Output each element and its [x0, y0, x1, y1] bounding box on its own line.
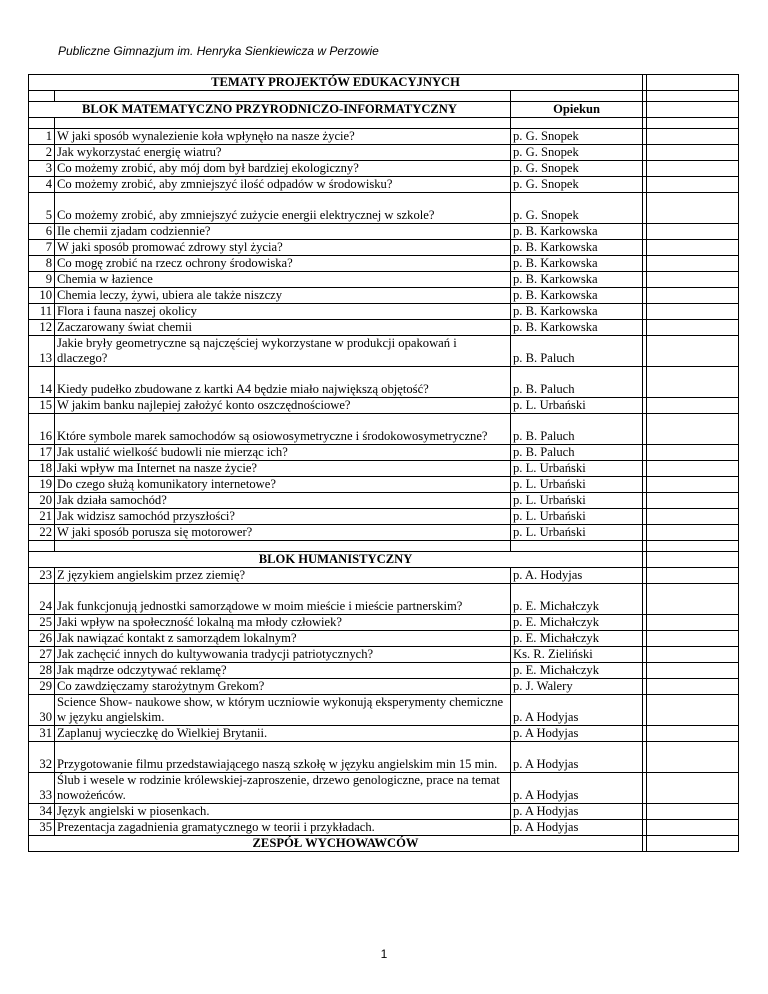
project-topic: Jak ustalić wielkość budowli nie mierząc ich? [55, 445, 511, 461]
project-tutor: p. L. Urbański [511, 398, 643, 414]
project-topic: Jaki wpływ ma Internet na nasze życie? [55, 461, 511, 477]
project-topic: Jakie bryły geometryczne są najczęściej wykorzystane w produkcji opakowań i dlaczego? [55, 336, 511, 367]
table-row [29, 272, 739, 288]
row-number: 31 [29, 726, 55, 742]
project-tutor: p. A Hodyjas [511, 804, 643, 820]
project-tutor: p. L. Urbański [511, 477, 643, 493]
row-number: 23 [29, 568, 55, 584]
project-topic: Ile chemii zjadam codziennie? [55, 224, 511, 240]
table-row [29, 336, 739, 367]
project-tutor: p. B. Karkowska [511, 272, 643, 288]
row-number: 8 [29, 256, 55, 272]
project-topic: Chemia leczy, żywi, ubiera ale także niszczy [55, 288, 511, 304]
project-topic: W jaki sposób porusza się motorower? [55, 525, 511, 541]
block2-title [29, 552, 739, 568]
table-row [29, 193, 739, 224]
project-topic: Jak mądrze odczytywać reklamę? [55, 663, 511, 679]
table-row [29, 726, 739, 742]
table-row [29, 773, 739, 804]
row-number: 33 [29, 773, 55, 804]
project-tutor: p. L. Urbański [511, 509, 643, 525]
block3-title-text: ZESPÓŁ WYCHOWAWCÓW [29, 836, 643, 852]
row-number: 14 [29, 367, 55, 398]
project-topic: Zaplanuj wycieczkę do Wielkiej Brytanii. [55, 726, 511, 742]
row-number: 34 [29, 804, 55, 820]
project-topic: Zaczarowany świat chemii [55, 320, 511, 336]
project-topic: Co możemy zrobić, aby mój dom był bardziej ekologiczny? [55, 161, 511, 177]
project-topic: Jak funkcjonują jednostki samorządowe w moim mieście i mieście partnerskim? [55, 584, 511, 615]
table-row [29, 493, 739, 509]
row-number: 15 [29, 398, 55, 414]
project-tutor: p. L. Urbański [511, 461, 643, 477]
table-row [29, 129, 739, 145]
project-topic: Co możemy zrobić, aby zmniejszyć ilość odpadów w środowisku? [55, 177, 511, 193]
table-row [29, 445, 739, 461]
project-topic: Przygotowanie filmu przedstawiającego naszą szkołę w języku angielskim min 15 min. [55, 742, 511, 773]
project-topic: W jakim banku najlepiej założyć konto oszczędnościowe? [55, 398, 511, 414]
project-topic: Co możemy zrobić, aby zmniejszyć zużycie energii elektrycznej w szkole? [55, 193, 511, 224]
project-topic: Jaki wpływ na społeczność lokalną ma młody człowiek? [55, 615, 511, 631]
project-tutor: p. A Hodyjas [511, 742, 643, 773]
spacer-row [29, 91, 739, 102]
row-number: 21 [29, 509, 55, 525]
row-number: 27 [29, 647, 55, 663]
project-topic: Jak nawiązać kontakt z samorządem lokalnym? [55, 631, 511, 647]
table-row [29, 820, 739, 836]
row-number: 28 [29, 663, 55, 679]
project-topic: Jak wykorzystać energię wiatru? [55, 145, 511, 161]
row-number: 4 [29, 177, 55, 193]
project-tutor: p. L. Urbański [511, 525, 643, 541]
block1-title [29, 102, 739, 118]
block3-title [29, 836, 739, 852]
table-row [29, 145, 739, 161]
table-row [29, 477, 739, 493]
project-topic: Science Show- naukowe show, w którym uczniowie wykonują eksperymenty chemiczne w języku angielskim. [55, 695, 511, 726]
project-tutor: p. G. Snopek [511, 145, 643, 161]
doc-title [29, 75, 739, 91]
table-row [29, 584, 739, 615]
table-row [29, 631, 739, 647]
project-tutor: p. G. Snopek [511, 129, 643, 145]
table-row [29, 568, 739, 584]
block1-title-text: BLOK MATEMATYCZNO PRZYRODNICZO-INFORMATYCZNY [29, 102, 511, 118]
row-number: 18 [29, 461, 55, 477]
row-number: 1 [29, 129, 55, 145]
project-tutor: p. B. Karkowska [511, 320, 643, 336]
table-row [29, 695, 739, 726]
project-tutor: p. G. Snopek [511, 161, 643, 177]
table-row [29, 414, 739, 445]
project-tutor: p. G. Snopek [511, 193, 643, 224]
row-number: 24 [29, 584, 55, 615]
table-row [29, 224, 739, 240]
project-tutor: p. B. Karkowska [511, 240, 643, 256]
project-tutor: p. B. Karkowska [511, 224, 643, 240]
project-tutor: p. A Hodyjas [511, 820, 643, 836]
project-tutor: p. B. Karkowska [511, 256, 643, 272]
row-number: 17 [29, 445, 55, 461]
row-number: 16 [29, 414, 55, 445]
projects-table [28, 74, 739, 852]
table-row [29, 509, 739, 525]
table-row [29, 398, 739, 414]
project-topic: W jaki sposób wynalezienie koła wpłynęło na nasze życie? [55, 129, 511, 145]
table-row [29, 461, 739, 477]
row-number: 19 [29, 477, 55, 493]
project-topic: Co zawdzięczamy starożytnym Grekom? [55, 679, 511, 695]
table-row [29, 177, 739, 193]
project-tutor: p. E. Michałczyk [511, 631, 643, 647]
table-row [29, 663, 739, 679]
project-topic: Jak widzisz samochód przyszłości? [55, 509, 511, 525]
project-tutor: p. B. Paluch [511, 367, 643, 398]
doc-title-text: TEMATY PROJEKTÓW EDUKACYJNYCH [29, 75, 643, 91]
table-row [29, 320, 739, 336]
table-row [29, 304, 739, 320]
table-row [29, 256, 739, 272]
project-tutor: p. A Hodyjas [511, 695, 643, 726]
project-topic: Język angielski w piosenkach. [55, 804, 511, 820]
project-topic: Chemia w łazience [55, 272, 511, 288]
project-tutor: p. B. Paluch [511, 414, 643, 445]
row-number: 5 [29, 193, 55, 224]
project-tutor: p. E. Michałczyk [511, 663, 643, 679]
page-header: Publiczne Gimnazjum im. Henryka Sienkiewicza w Perzowie [58, 44, 379, 58]
block2-title-text: BLOK HUMANISTYCZNY [29, 552, 643, 568]
project-topic: W jaki sposób promować zdrowy styl życia? [55, 240, 511, 256]
row-number: 2 [29, 145, 55, 161]
row-number: 20 [29, 493, 55, 509]
project-topic: Jak zachęcić innych do kultywowania tradycji patriotycznych? [55, 647, 511, 663]
project-topic: Flora i fauna naszej okolicy [55, 304, 511, 320]
row-number: 26 [29, 631, 55, 647]
table-row [29, 679, 739, 695]
row-number: 30 [29, 695, 55, 726]
project-topic: Jak działa samochód? [55, 493, 511, 509]
row-number: 29 [29, 679, 55, 695]
table-row [29, 742, 739, 773]
table-row [29, 804, 739, 820]
project-tutor: p. E. Michałczyk [511, 584, 643, 615]
table-row [29, 615, 739, 631]
table-row [29, 240, 739, 256]
project-tutor: Ks. R. Zieliński [511, 647, 643, 663]
project-tutor: p. B. Paluch [511, 336, 643, 367]
spacer-row [29, 541, 739, 552]
project-topic: Do czego służą komunikatory internetowe? [55, 477, 511, 493]
row-number: 22 [29, 525, 55, 541]
table-row [29, 161, 739, 177]
row-number: 6 [29, 224, 55, 240]
row-number: 10 [29, 288, 55, 304]
row-number: 25 [29, 615, 55, 631]
project-tutor: p. E. Michałczyk [511, 615, 643, 631]
row-number: 9 [29, 272, 55, 288]
row-number: 7 [29, 240, 55, 256]
project-topic: Kiedy pudełko zbudowane z kartki A4 będzie miało największą objętość? [55, 367, 511, 398]
table-row [29, 647, 739, 663]
row-number: 11 [29, 304, 55, 320]
row-number: 35 [29, 820, 55, 836]
row-number: 13 [29, 336, 55, 367]
project-tutor: p. A. Hodyjas [511, 568, 643, 584]
project-topic: Ślub i wesele w rodzinie królewskiej-zaproszenie, drzewo genologiczne, prace na temat nowożeńców. [55, 773, 511, 804]
project-topic: Z językiem angielskim przez ziemię? [55, 568, 511, 584]
table-row [29, 367, 739, 398]
project-tutor: p. A Hodyjas [511, 773, 643, 804]
project-topic: Które symbole marek samochodów są osiowosymetryczne i środokowosymetryczne? [55, 414, 511, 445]
project-tutor: p. J. Walery [511, 679, 643, 695]
project-topic: Prezentacja zagadnienia gramatycznego w teorii i przykładach. [55, 820, 511, 836]
opiekun-header: Opiekun [511, 102, 643, 118]
spacer-row [29, 118, 739, 129]
project-tutor: p. G. Snopek [511, 177, 643, 193]
page-number: 1 [380, 947, 388, 961]
project-tutor: p. L. Urbański [511, 493, 643, 509]
project-topic: Co mogę zrobić na rzecz ochrony środowiska? [55, 256, 511, 272]
project-tutor: p. B. Karkowska [511, 304, 643, 320]
project-tutor: p. B. Karkowska [511, 288, 643, 304]
table-row [29, 525, 739, 541]
project-tutor: p. B. Paluch [511, 445, 643, 461]
row-number: 3 [29, 161, 55, 177]
row-number: 32 [29, 742, 55, 773]
row-number: 12 [29, 320, 55, 336]
table-row [29, 288, 739, 304]
project-tutor: p. A Hodyjas [511, 726, 643, 742]
